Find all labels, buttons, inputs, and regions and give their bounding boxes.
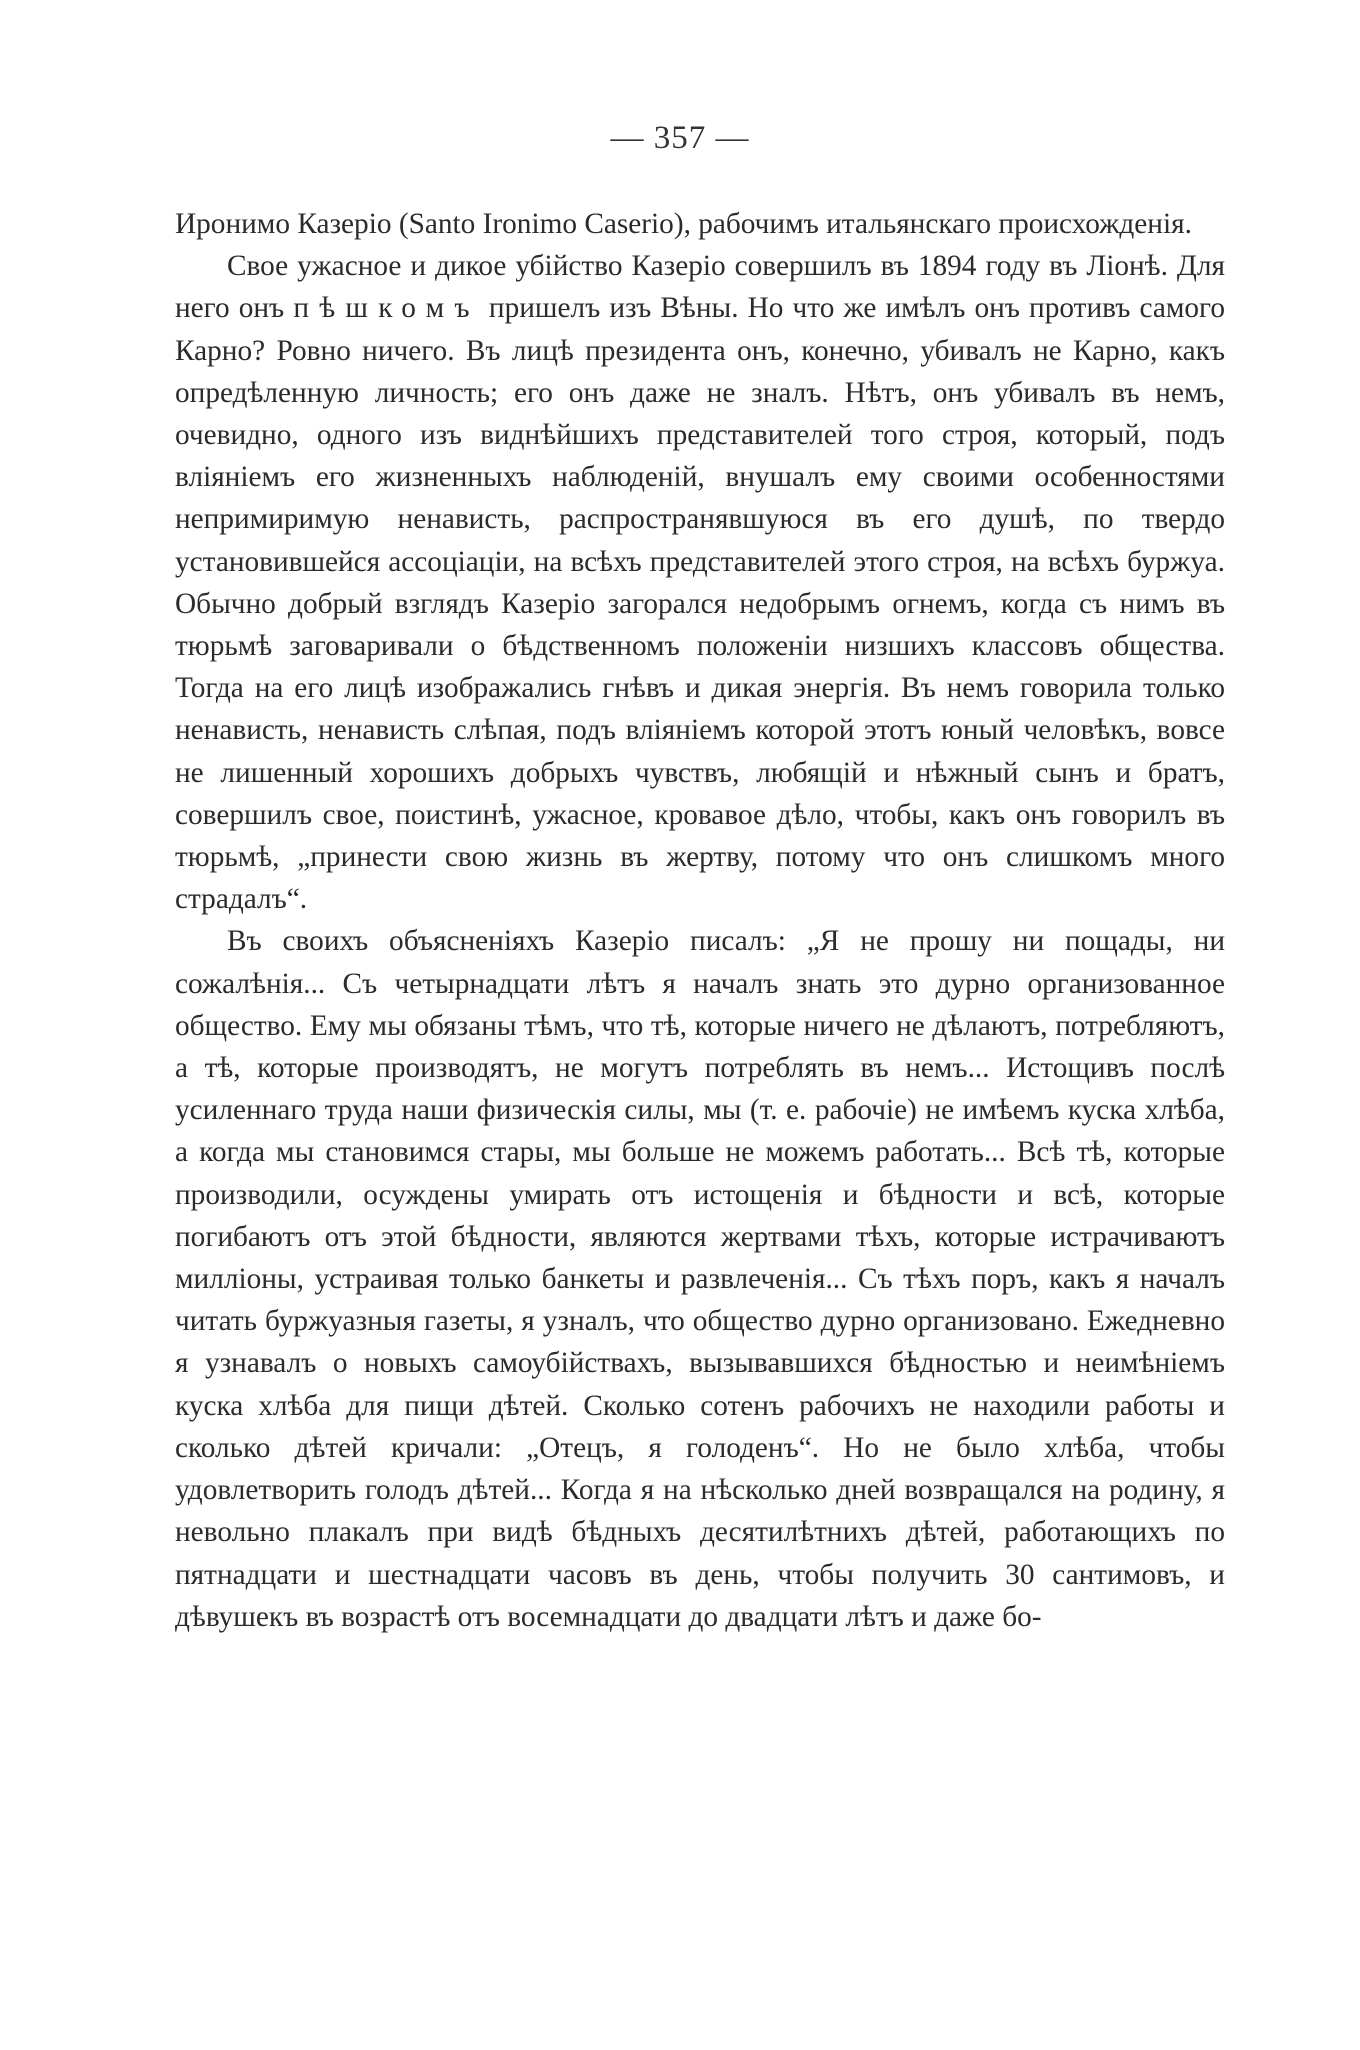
- page-number: — 357 —: [610, 120, 750, 156]
- paragraph-2-end: пришелъ изъ Вѣны. Но что же имѣлъ онъ противъ самого Карно? Ровно ничего. Въ лицѣ президента онъ, конечно, убивалъ не Карно, какъ опредѣленную личность; его онъ даже не зналъ. Нѣтъ, онъ убивалъ въ немъ, очевидно, одного изъ виднѣйшихъ представителей того строя, который, подъ вліяніемъ его жизненныхъ наблюденій, внушалъ ему своими особенностями непримиримую ненависть, распространявшуюся въ его душѣ, по твердо установившейся ассоціаціи, на всѣхъ представителей этого строя, на всѣхъ буржуа. Обычно добрый взглядъ Казеріо загорался недобрымъ огнемъ, когда съ нимъ въ тюрьмѣ заговаривали о бѣдственномъ положеніи низшихъ классовъ общества. Тогда на его лицѣ изображались гнѣвъ и дикая энергія. Въ немъ говорила только ненависть, ненависть слѣпая, подъ вліяніемъ которой этотъ юный человѣкъ, вовсе не лишенный хорошихъ добрыхъ чувствъ, любящій и нѣжный сынъ и братъ, совершилъ свое, поистинѣ, ужасное, кровавое дѣло, чтобы, какъ онъ говорилъ въ тюрьмѣ, „принести свою жизнь въ жертву, потому что онъ слишкомъ много страдалъ“.: [175, 292, 1225, 916]
- body-text: [175, 203, 1225, 1638]
- paragraph-2-start: Свое ужасное и дикое убійство Казеріо совершилъ въ 1894 году въ Ліонѣ. Для него онъ: [175, 250, 1225, 325]
- spaced-emphasis: пѣшкомъ: [293, 292, 480, 325]
- paragraph-3: Въ своихъ объясненіяхъ Казеріо писалъ: „Я не прошу ни пощады, ни сожалѣнія... Съ четырнадцати лѣтъ я началъ знать это дурно организованное общество. Ему мы обязаны тѣмъ, что тѣ, которые ничего не дѣлаютъ, потребляютъ, а тѣ, которые производятъ, не могутъ потреблять въ немъ... Истощивъ послѣ усиленнаго труда наши физическія силы, мы (т. е. рабочіе) не имѣемъ куска хлѣба, а когда мы становимся стары, мы больше не можемъ работать... Всѣ тѣ, которые производили, осуждены умирать отъ истощенія и бѣдности и всѣ, которые погибаютъ отъ этой бѣдности, являются жертвами тѣхъ, которые истрачиваютъ милліоны, устраивая только банкеты и развлеченія... Съ тѣхъ поръ, какъ я началъ читать буржуазныя газеты, я узналъ, что общество дурно организовано. Ежедневно я узнавалъ о новыхъ самоубійствахъ, вызывавшихся бѣдностью и неимѣніемъ куска хлѣба для пищи дѣтей. Сколько сотенъ рабочихъ не находили работы и сколько дѣтей кричали: „Отецъ, я голоденъ“. Но не было хлѣба, чтобы удовлетворить голодъ дѣтей... Когда я на нѣсколько дней возвращался на родину, я невольно плакалъ при видѣ бѣдныхъ десятилѣтнихъ дѣтей, работающихъ по пятнадцати и шестнадцати часовъ въ день, чтобы получить 30 сантимовъ, и дѣвушекъ въ возрастѣ отъ восемнадцати до двадцати лѣтъ и даже бо-: [175, 925, 1225, 1633]
- paragraph-1: Иронимо Казеріо (Santo Ironimo Caserio), рабочимъ итальянскаго происхожденія.: [175, 208, 1192, 240]
- paragraph-2: [175, 245, 1225, 920]
